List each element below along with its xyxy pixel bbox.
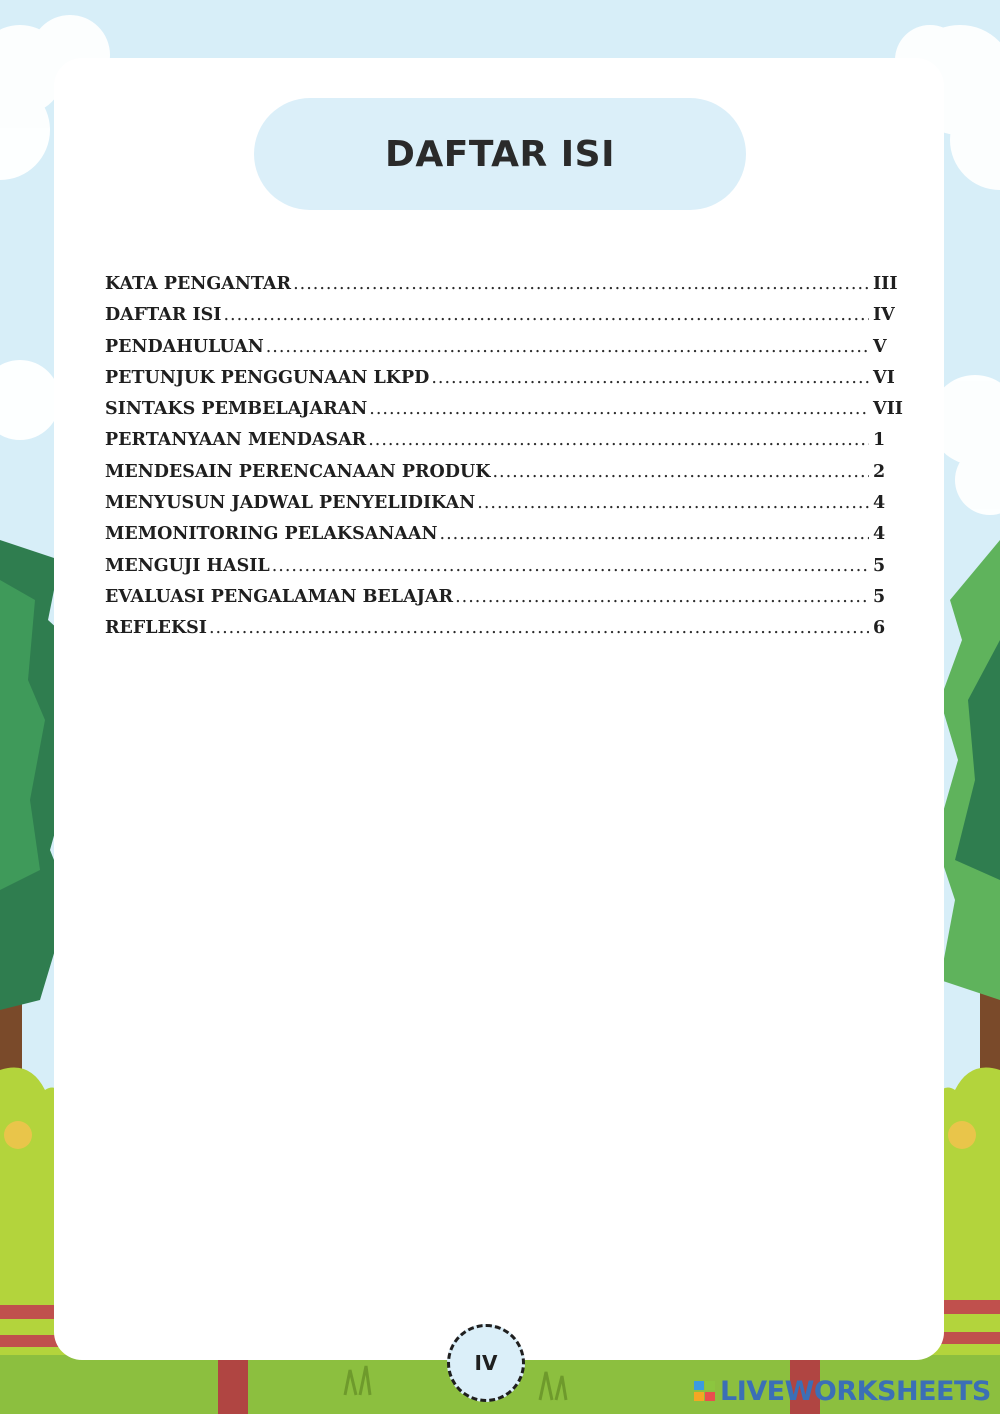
watermark-text: LIVEWORKSHEETS <box>720 1375 991 1407</box>
toc-entry-page: 2 <box>873 461 886 482</box>
toc-entry <box>105 524 905 555</box>
toc-dot-leader <box>492 462 869 482</box>
toc-entry-label: REFLEKSI <box>105 618 207 639</box>
toc-entry-label: PENDAHULUAN <box>105 336 264 357</box>
toc-entry-page: 5 <box>873 555 886 576</box>
toc-entry <box>105 430 905 461</box>
toc-entry-label: SINTAKS PEMBELAJARAN <box>105 399 368 420</box>
toc-entry-label: MENGUJI HASIL <box>105 555 270 576</box>
toc-entry <box>105 368 905 399</box>
toc-entry-page: IV <box>873 305 895 326</box>
toc-entry-label: MENYUSUN JADWAL PENYELIDIKAN <box>105 493 476 514</box>
toc-dot-leader <box>209 618 869 638</box>
toc-entry <box>105 274 905 305</box>
toc-entry-page: VII <box>873 399 903 420</box>
toc-entry <box>105 399 905 430</box>
toc-dot-leader <box>368 430 869 450</box>
toc-dot-leader <box>223 305 869 325</box>
liveworksheets-watermark <box>694 1374 991 1408</box>
toc-entry <box>105 462 905 493</box>
toc-entry <box>105 337 905 368</box>
toc-entry-page: III <box>873 274 898 294</box>
content-card <box>54 58 944 1360</box>
toc-dot-leader <box>266 337 869 357</box>
toc-entry <box>105 493 905 524</box>
toc-dot-leader <box>440 524 870 544</box>
toc-dot-leader <box>272 556 869 576</box>
title-banner <box>254 98 746 210</box>
toc-dot-leader <box>477 493 869 513</box>
page-title: DAFTAR ISI <box>385 133 615 175</box>
toc-entry-label: PETUNJUK PENGGUNAAN LKPD <box>105 367 430 388</box>
toc-dot-leader <box>293 274 869 294</box>
page-number-badge <box>447 1324 525 1402</box>
page-number: IV <box>474 1351 498 1375</box>
toc-entry-page: 1 <box>873 430 886 451</box>
toc-entry-page: 6 <box>873 618 886 639</box>
toc-dot-leader <box>455 587 869 607</box>
toc-entry-label: KATA PENGANTAR <box>105 274 292 294</box>
toc-entry-label: MENDESAIN PERENCANAAN PRODUK <box>105 461 491 482</box>
toc-entry <box>105 618 905 649</box>
toc-entry-label: MEMONITORING PELAKSANAAN <box>105 524 438 545</box>
table-of-contents <box>105 274 905 650</box>
toc-entry-page: 5 <box>873 586 886 607</box>
toc-entry-label: EVALUASI PENGALAMAN BELAJAR <box>105 586 454 607</box>
toc-entry-page: 4 <box>873 524 886 545</box>
toc-entry-label: PERTANYAAN MENDASAR <box>105 430 367 451</box>
toc-entry <box>105 305 905 336</box>
toc-entry-page: V <box>873 336 887 357</box>
toc-dot-leader <box>369 399 869 419</box>
toc-entry <box>105 587 905 618</box>
liveworksheets-logo-icon <box>694 1379 716 1403</box>
toc-dot-leader <box>431 368 869 388</box>
toc-entry-page: VI <box>873 367 895 388</box>
toc-entry-page: 4 <box>873 493 886 514</box>
toc-entry <box>105 556 905 587</box>
toc-entry-label: DAFTAR ISI <box>105 305 222 326</box>
